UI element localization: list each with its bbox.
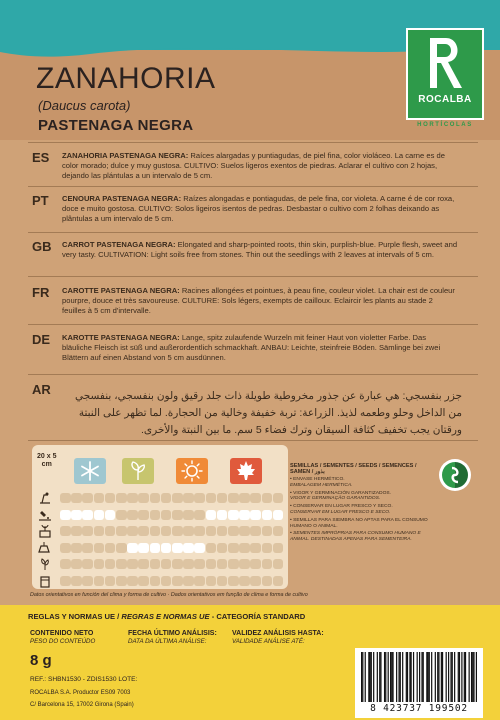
germination-icon (36, 556, 54, 572)
calendar-cell (71, 493, 82, 503)
calendar-cell (172, 526, 183, 536)
description: Raíces alargadas y puntiagudas, de piel fina, color violáceo. La carne es de color morado; dulce y muy gustosa. CULTIVO: Suelos ligeros exentos de piedras. Aclarar el cultivo con 2 hojas, dejando las plántulas a un intervalo de 5 cm. (62, 151, 445, 180)
calendar-cell (127, 493, 138, 503)
calendar-cell (60, 510, 71, 520)
calendar-cell (262, 543, 273, 553)
calendar-cell (273, 493, 284, 503)
variety-heading: CENOURA PASTENAGA NEGRA: (62, 194, 182, 203)
calendar-cell (116, 576, 127, 586)
calendar-cell (82, 543, 93, 553)
calendar-cell (217, 543, 228, 553)
variety-heading: KAROTTE PASTENAGA NEGRA: (62, 333, 180, 342)
calendar-cell (228, 510, 239, 520)
barcode-bar (407, 652, 408, 702)
calendar-cell (82, 526, 93, 536)
calendar-cell (273, 526, 284, 536)
calendar-cell (183, 559, 194, 569)
calendar-cell (250, 510, 261, 520)
calendar-cell (206, 510, 217, 520)
calendar-cell (206, 493, 217, 503)
variety-name: PASTENAGA NEGRA (38, 117, 194, 134)
sun-icon (176, 458, 208, 484)
regulations-title (28, 612, 305, 621)
calendar-cell (228, 543, 239, 553)
calendar-cell (217, 526, 228, 536)
barcode-bar (421, 652, 422, 702)
calendar-cell (105, 559, 116, 569)
lang-text-de (62, 333, 458, 363)
barcode-bar (388, 652, 389, 702)
calendar-cell (183, 493, 194, 503)
lang-code-pt: PT (32, 193, 49, 208)
barcode-bar (450, 652, 451, 702)
seed-legend (290, 463, 430, 543)
latin-name: (Daucus carota) (38, 98, 131, 113)
rules-text: REGLAS Y NORMAS UE / (28, 612, 122, 621)
variety-heading: CAROTTE PASTENAGA NEGRA: (62, 286, 180, 295)
rules-category: - CATEGORÍA STANDARD (209, 612, 306, 621)
barcode-bar (472, 652, 473, 702)
calendar-cell (127, 526, 138, 536)
seed-bag-icon (36, 573, 54, 589)
barcode-bar (471, 652, 472, 702)
calendar-cell (217, 576, 228, 586)
barcode-bar (469, 652, 470, 702)
lang-text-es (62, 151, 458, 181)
calendar-cell (127, 576, 138, 586)
calendar-cell (138, 510, 149, 520)
sprout-icon (122, 458, 154, 484)
calendar-cell (60, 559, 71, 569)
barcode-bar (441, 652, 442, 702)
calendar-cell (116, 559, 127, 569)
legend-item-sub: VIGOR E GERMINAÇÃO GARANTIDOS. (290, 496, 381, 502)
legend-title: SEMILLAS / SEMENTES / SEEDS / SEMENCES / SAMEN / بذور (290, 463, 417, 475)
barcode-bar (442, 652, 443, 702)
calendar-cell (228, 526, 239, 536)
calendar-cell (161, 543, 172, 553)
calendar-cell (161, 559, 172, 569)
calendar-cell (239, 559, 250, 569)
description: Elongated and sharp-pointed roots, thin skin, purplish-blue. Purple flesh, sweet and very tasty. CULTIVATION: Light soils free from stones. Thin out the seedlings with 2 leaves at intervals of 5 cm. (62, 240, 458, 259)
calendar-cell (273, 576, 284, 586)
divider (28, 276, 478, 277)
barcode-bar (429, 652, 430, 702)
sowing-seedbed-icon (36, 490, 54, 506)
calendar-cell (82, 559, 93, 569)
calendar-cell (273, 510, 284, 520)
barcode-bar (461, 652, 462, 702)
direct-sowing-icon (36, 507, 54, 523)
calendar-cell (172, 559, 183, 569)
legend-item-main: • ENVASE HERMÉTICO. (290, 477, 345, 482)
calendar-cell (172, 543, 183, 553)
calendar-cell (206, 576, 217, 586)
variety-heading: ZANAHORIA PASTENAGA NEGRA: (62, 151, 189, 160)
barcode-bar (402, 652, 403, 702)
legend-item-main: • SEMENTES IMPRÓPRIAS PARA CONSUMO HUMANO E ANIMAL. DESTINADAS APENAS PARA SEMENTEIRA. (290, 531, 421, 543)
calendar-cell (217, 559, 228, 569)
barcode-bar (431, 652, 432, 702)
calendar-cell (150, 576, 161, 586)
barcode-bar (384, 652, 385, 702)
barcode-bar (380, 652, 381, 702)
calendar-cell (94, 510, 105, 520)
divider (28, 232, 478, 233)
calendar-cell (116, 526, 127, 536)
legend-item (290, 491, 430, 503)
transplant-icon (36, 523, 54, 539)
lang-code-de: DE (32, 332, 51, 347)
calendar-cell (262, 493, 273, 503)
divider (28, 324, 478, 325)
calendar-cell (94, 543, 105, 553)
calendar-cell (60, 493, 71, 503)
calendar-cell (161, 576, 172, 586)
calendar-cell (239, 576, 250, 586)
calendar-cell (150, 510, 161, 520)
label-pt: DATA DA ÚLTIMA ANÁLISE: (128, 638, 207, 645)
legend-item (290, 518, 430, 530)
calendar-cell (228, 559, 239, 569)
barcode-bar (437, 652, 438, 702)
last-analysis-label (128, 630, 217, 646)
barcode-bar (365, 652, 366, 702)
calendar-cell (250, 543, 261, 553)
barcode-bar (391, 652, 392, 702)
barcode-bar (446, 652, 447, 702)
calendar-cell (71, 559, 82, 569)
calendar-cell (150, 543, 161, 553)
calendar-cell (71, 543, 82, 553)
calendar-cell (262, 510, 273, 520)
barcode-bar (406, 652, 407, 702)
lang-code-gb: GB (32, 239, 52, 254)
description: Raízes alongadas e pontiagudas, de pele fina, cor violeta. A carne é de cor roxa, doce e muito gostosa. CULTIVO: Solos ligeiros isentos de pedras. Desbastar o cultivo com 2 folhas deixando as plântulas a um intervalo de 5 cm. (62, 194, 455, 223)
calendar-cell (172, 493, 183, 503)
calendar-cell (116, 543, 127, 553)
calendar-row (36, 523, 282, 539)
divider (28, 374, 478, 375)
calendar-cell (127, 510, 138, 520)
calendar-cell (217, 510, 228, 520)
label-pt: VALIDADE ANÁLISE ATÉ: (232, 638, 305, 645)
barcode-bar (459, 652, 460, 702)
calendar-cell (105, 576, 116, 586)
barcode-bar (390, 652, 391, 702)
calendar-cell (228, 576, 239, 586)
legend-item-sub: EMBALAGEM HERMÉTICA. (290, 482, 353, 488)
calendar-cell (60, 543, 71, 553)
calendar-cell (206, 526, 217, 536)
rocalba-r-icon (422, 34, 470, 92)
rules-text-pt: REGRAS E NORMAS UE (121, 612, 210, 621)
calendar-cell (94, 576, 105, 586)
calendar-cell (239, 526, 250, 536)
barcode-bar (392, 652, 393, 702)
lang-code-ar: AR (32, 382, 51, 397)
lang-code-es: ES (32, 150, 50, 165)
calendar-cell (250, 493, 261, 503)
reference-lot: REF.: SHBN1530 - ZDIS1530 LOTE: (30, 676, 138, 683)
rocalba-logo (406, 28, 484, 120)
barcode-bar (465, 652, 466, 702)
calendar-cell (239, 543, 250, 553)
barcode-bar (385, 652, 386, 702)
calendar-cell (150, 493, 161, 503)
barcode-bar (464, 652, 465, 702)
calendar-cell (262, 526, 273, 536)
barcode-bar (400, 652, 401, 702)
page-title: ZANAHORIA (36, 62, 216, 95)
calendar-row (36, 490, 282, 506)
barcode-bar (368, 652, 369, 702)
calendar-cell (194, 510, 205, 520)
calendar-cell (183, 526, 194, 536)
calendar-cell (138, 576, 149, 586)
calendar-row (36, 507, 282, 523)
calendar-cell (250, 559, 261, 569)
barcode-bars (361, 652, 477, 702)
calendar-cell (183, 576, 194, 586)
barcode-bar (458, 652, 459, 702)
calendar-cell (228, 493, 239, 503)
calendar-cell (138, 543, 149, 553)
barcode-digits: 8 423737 199502 (370, 703, 468, 714)
harvest-icon (36, 540, 54, 556)
calendar-cell (105, 493, 116, 503)
barcode-bar (411, 652, 412, 702)
barcode-bar (419, 652, 420, 702)
calendar-cell (262, 576, 273, 586)
barcode-bar (369, 652, 370, 702)
description: Racines allongées et pointues, à peau fine, couleur violet. La chair est de couleur pourpre, douce et très savoureuse. CULTURE: Sols légers, exempts de cailloux. Eclaircir les plants au stade 2 feuilles à 5 cm d'intervalle. (62, 286, 455, 315)
calendar-cell (194, 559, 205, 569)
barcode-bar (473, 652, 474, 702)
barcode-bar (427, 652, 428, 702)
calendar-cell (105, 510, 116, 520)
calendar-cell (217, 493, 228, 503)
lang-text-pt (62, 194, 458, 224)
calendar-cell (262, 559, 273, 569)
divider (28, 142, 478, 143)
barcode-bar (409, 652, 410, 702)
calendar-row (36, 540, 282, 556)
legend-item (290, 477, 430, 489)
calendar-cell (172, 510, 183, 520)
calendar-cell (161, 526, 172, 536)
barcode-bar (377, 652, 378, 702)
calendar-cell (60, 576, 71, 586)
calendar-cell (138, 493, 149, 503)
logo-subtitle: HORTÍCOLAS (417, 122, 473, 128)
calendar-cell (138, 526, 149, 536)
calendar-cell (273, 543, 284, 553)
legend-item-main: • VIGOR Y GERMINACIÓN GARANTIZADOS. (290, 490, 391, 496)
snowflake-icon (74, 458, 106, 484)
lang-code-fr: FR (32, 285, 50, 300)
calendar-cell (82, 493, 93, 503)
calendar-cell (250, 576, 261, 586)
barcode-bar (417, 652, 418, 702)
calendar-cell (71, 576, 82, 586)
calendar-cell (127, 559, 138, 569)
logo-brand: ROCALBA (418, 94, 472, 105)
calendar-cell (82, 576, 93, 586)
calendar-cell (239, 510, 250, 520)
calendar-cell (94, 559, 105, 569)
calendar-cell (138, 559, 149, 569)
spacing-label: 20 x 5 cm (37, 453, 57, 468)
net-weight: 8 g (30, 652, 52, 669)
calendar-cell (105, 526, 116, 536)
calendar-cell (116, 493, 127, 503)
calendar-cell (206, 543, 217, 553)
calendar-cell (161, 510, 172, 520)
calendar-cell (194, 493, 205, 503)
calendar-cell (161, 493, 172, 503)
producer: ROCALBA S.A. Productor ES09 7003 (30, 690, 131, 696)
barcode (355, 648, 483, 718)
calendar-cell (273, 559, 284, 569)
barcode-bar (371, 652, 372, 702)
calendar-cell (183, 543, 194, 553)
calendar-cell (94, 526, 105, 536)
divider (28, 186, 478, 187)
barcode-bar (413, 652, 414, 702)
green-dot-recycling-icon (438, 458, 472, 492)
barcode-bar (423, 652, 424, 702)
calendar-cell (60, 526, 71, 536)
barcode-bar (362, 652, 363, 702)
barcode-bar (438, 652, 439, 702)
calendar-cell (206, 559, 217, 569)
calendar-cell (239, 493, 250, 503)
legend-item-main: • SEMILLAS PARA SIEMBRA NO APTAS PARA EL CONSUMO HUMANO O ANIMAL. (290, 517, 428, 529)
barcode-bar (426, 652, 427, 702)
calendar-cell (183, 510, 194, 520)
calendar-cell (150, 526, 161, 536)
calendar-row (36, 573, 282, 589)
legend-item-main: • CONSERVAR EN LUGAR FRESCO Y SECO. (290, 504, 393, 510)
validity-label (232, 630, 324, 646)
calendar-cell (82, 510, 93, 520)
label-es: FECHA ÚLTIMO ANÁLISIS: (128, 630, 217, 637)
lang-text-gb (62, 240, 458, 260)
barcode-bar (379, 652, 380, 702)
barcode-bar (476, 652, 477, 702)
calendar-cell (94, 493, 105, 503)
calendar-cell (116, 510, 127, 520)
barcode-bar (435, 652, 436, 702)
label-es: CONTENIDO NETO (30, 630, 94, 637)
calendar-cell (105, 543, 116, 553)
calendar-row (36, 556, 282, 572)
description: Lange, spitz zulaufende Wurzeln mit feiner Haut von violetter Farbe. Das bläuliche Fleisch ist süß und außerordentlich schmackhaft. ANBAU: Leichte, steinfreie Böden. Sämlinge bei zwei Blättern auf einen Abstand von 5 cm ausdünnen. (62, 333, 441, 362)
calendar-cell (172, 576, 183, 586)
barcode-bar (448, 652, 449, 702)
calendar-cell (194, 526, 205, 536)
barcode-bar (396, 652, 397, 702)
barcode-bar (454, 652, 455, 702)
legend-item (290, 504, 430, 516)
barcode-bar (452, 652, 453, 702)
address: C/ Barcelona 15, 17002 Girona (Spain) (30, 702, 134, 708)
variety-heading: CARROT PASTENAGA NEGRA: (62, 240, 176, 249)
calendar-cell (150, 559, 161, 569)
legend-item-sub: CONSERVAR EM LUGAR FRESCO E SECO. (290, 509, 391, 515)
calendar-cell (250, 526, 261, 536)
calendar-cell (71, 526, 82, 536)
label-pt: PESO DO CONTEÚDO (30, 638, 96, 645)
calendar-footnote: Datos orientativos en función del clima y forma de cultivo · Dados orientativos em função de clima e forma de cultivo (30, 592, 308, 598)
label-es: VALIDEZ ANÁLISIS HASTA: (232, 630, 324, 637)
maple-leaf-icon (230, 458, 262, 484)
divider (28, 440, 478, 441)
barcode-bar (398, 652, 399, 702)
barcode-bar (361, 652, 362, 702)
lang-text-ar: جزر بنفسجي: هي عبارة عن جذور مخروطية طويلة ذات جلد رقيق ولون بنفسجي، بنفسجي من الداخل وحلو وطعمه لذيذ. الزراعة: تربة خفيفة وخالية من الحجارة. لما تظهر على النبتة ورقتان يجب تخفيف كثافة السيقان وترك فضاء 5 سم. ما بين النبتة والأخرى. (75, 390, 462, 436)
barcode-bar (373, 652, 374, 702)
legend-item (290, 531, 430, 543)
calendar-cell (194, 543, 205, 553)
calendar-cell (127, 543, 138, 553)
calendar-cell (71, 510, 82, 520)
lang-text-fr (62, 286, 458, 316)
net-content-label (30, 630, 95, 646)
calendar-cell (194, 576, 205, 586)
